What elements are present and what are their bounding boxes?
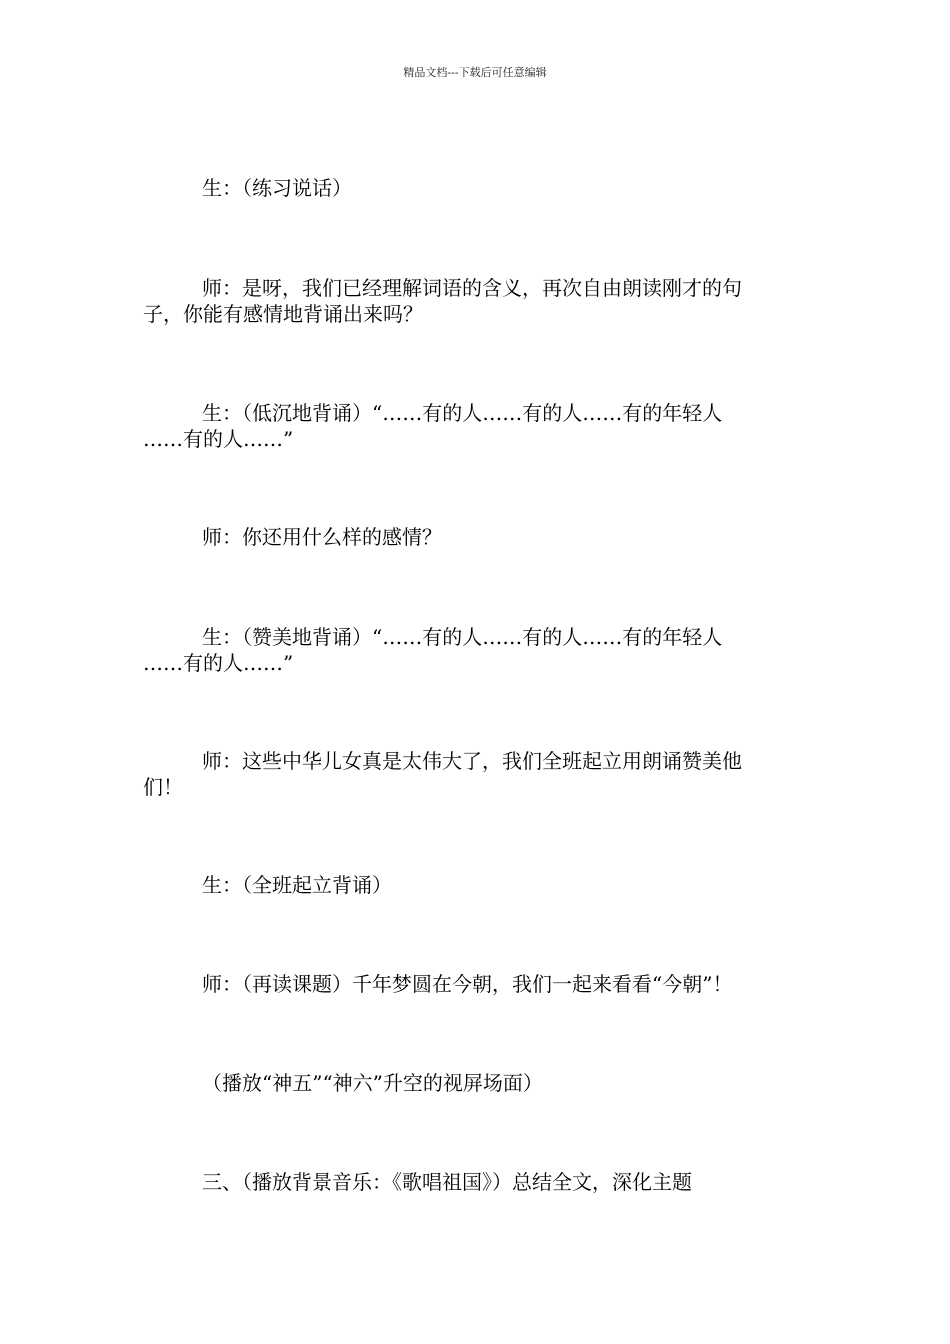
paragraph-line: 三、（播放背景音乐：《歌唱祖国》）总结全文，深化主题 xyxy=(202,1170,692,1194)
paragraph xyxy=(143,748,815,800)
paragraph xyxy=(143,1169,815,1195)
paragraph-line: 子，你能有感情地背诵出来吗？ xyxy=(143,302,423,326)
paragraph xyxy=(143,175,815,201)
paragraph-line: ……有的人……” xyxy=(143,651,294,675)
paragraph-line: 师：你还用什么样的感情？ xyxy=(202,525,442,549)
paragraph-line: （播放“神五”“神六”升空的视屏场面） xyxy=(202,1071,543,1095)
paragraph-line: 生：（赞美地背诵）“……有的人……有的人……有的年轻人 xyxy=(202,625,723,649)
paragraph xyxy=(143,872,815,898)
paragraph-line: 生：（低沉地背诵）“……有的人……有的人……有的年轻人 xyxy=(202,401,723,425)
paragraph xyxy=(143,400,815,452)
paragraph xyxy=(143,1070,815,1096)
paragraph xyxy=(143,524,815,550)
paragraph-line: 生：（全班起立背诵） xyxy=(202,873,392,897)
paragraph-line: 们！ xyxy=(143,775,183,799)
page-header: 精品文档---下载后可任意编辑 xyxy=(403,66,547,79)
paragraph-line: 师：是呀，我们已经理解词语的含义，再次自由朗读刚才的句 xyxy=(202,276,742,300)
paragraph xyxy=(143,275,815,327)
paragraph-line: 师：（再读课题）千年梦圆在今朝，我们一起来看看“今朝”！ xyxy=(202,972,733,996)
paragraph-line: 师：这些中华儿女真是太伟大了，我们全班起立用朗诵赞美他 xyxy=(202,749,742,773)
paragraph-line: 生：（练习说话） xyxy=(202,176,352,200)
paragraph xyxy=(143,624,815,676)
paragraph-line: ……有的人……” xyxy=(143,427,294,451)
paragraph xyxy=(143,971,815,997)
